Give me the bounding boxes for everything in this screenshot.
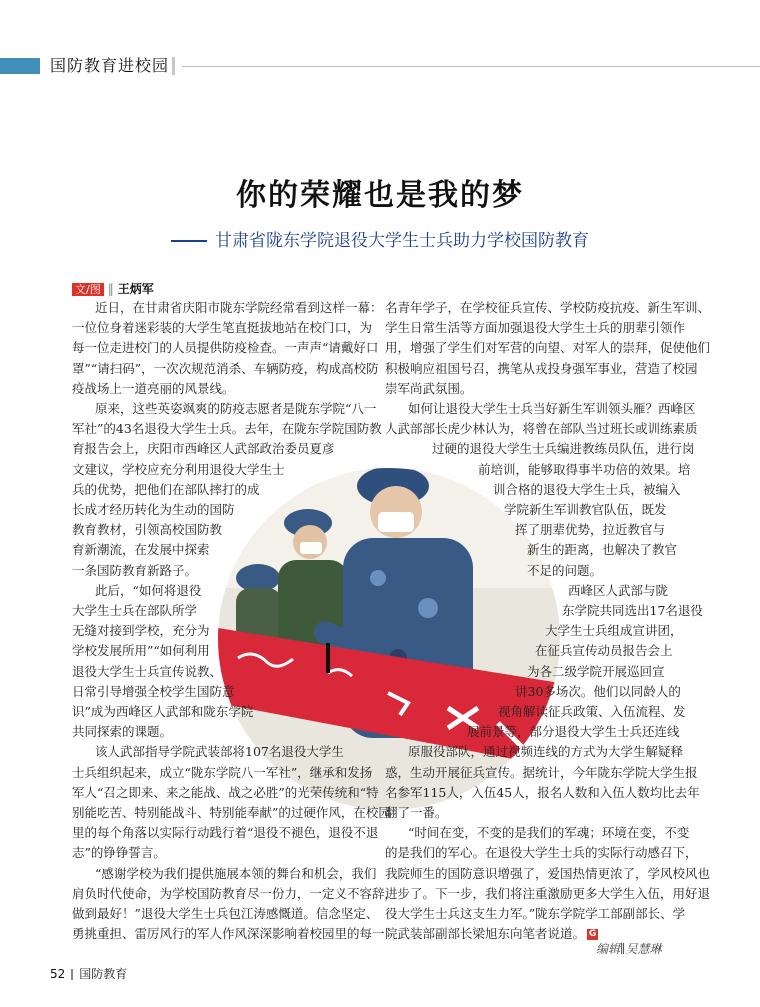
left-line: 肩负时代使命，为学校国防教育尽一份力，一定义不容辞， bbox=[72, 885, 398, 901]
left-line: 此后，“如何将退役 bbox=[95, 582, 202, 598]
left-line: 一位位身着迷彩装的大学生笔直挺拔地站在校门口，为 bbox=[72, 320, 373, 336]
left-line: 育新潮流，在发展中探索 bbox=[72, 542, 210, 558]
left-line: 识”成为西峰区人武部和陇东学院 bbox=[72, 704, 254, 719]
article-subtitle-wrap bbox=[0, 226, 760, 251]
left-line: 学校发展所用”“如何利用 bbox=[72, 643, 210, 659]
magazine-name: 国防教育 bbox=[79, 967, 128, 981]
left-line: 疫战场上一道亮丽的风景线。 bbox=[72, 380, 235, 396]
right-line: 视角解读征兵政策、入伍流程、发 bbox=[498, 704, 686, 719]
right-line: 展前景等，部分退役大学生士兵还连线 bbox=[467, 724, 680, 740]
byline-separator: ‖ bbox=[107, 282, 114, 296]
right-line: 我院师生的国防意识增强了，爱国热情更浓了，学风校风也 bbox=[385, 865, 711, 881]
right-line: 如何让退役大学生士兵当好新生军训领头雁？西峰区 bbox=[408, 401, 696, 416]
right-line: 为各二级学院开展巡回宣 bbox=[527, 663, 665, 679]
left-line: 共同探索的课题。 bbox=[72, 724, 173, 740]
left-line: 做到最好！”退役大学生士兵包江涛感慨道。信念坚定、 bbox=[72, 906, 379, 921]
right-line: 进步了。下一步，我们将注重激励更多大学生入伍，用好退 bbox=[385, 885, 711, 901]
byline-author: 王炳军 bbox=[117, 282, 154, 296]
subtitle-dash bbox=[171, 240, 207, 242]
left-line: 无缝对接到学校，充分为 bbox=[72, 623, 210, 639]
left-line: 文建议，学校应充分利用退役大学生士 bbox=[72, 461, 285, 477]
left-line: 一条国防教育新路子。 bbox=[72, 562, 198, 578]
left-line: 志”的铮铮誓言。 bbox=[72, 845, 166, 861]
byline-tag: 文/图 bbox=[72, 283, 104, 296]
right-line: 学院新生军训教官队伍，既发 bbox=[504, 502, 667, 517]
editor-credit: 编辑∥吴慧琳 bbox=[596, 942, 662, 956]
left-line: 教育教材，引领高校国防教 bbox=[72, 522, 223, 538]
right-line: 惑，生动开展征兵宣传。据统计，今年陇东学院大学生报 bbox=[385, 764, 698, 780]
right-line: 名青年学子，在学校征兵宣传、学校防疫抗疫、新生军训、 bbox=[385, 300, 711, 315]
page-number: 52 bbox=[50, 967, 66, 981]
left-line: 罩”“请扫码”，一次次规范消杀、车辆防疫，构成高校防 bbox=[72, 360, 379, 376]
right-line: 学生日常生活等方面加强退役大学生士兵的朋辈引领作 bbox=[385, 320, 686, 336]
right-line: 院武装部副部长梁旭东向笔者说道。 G bbox=[385, 926, 597, 942]
right-line: “时间在变，不变的是我们的军魂；环境在变，不变 bbox=[408, 825, 690, 841]
right-line: 大学生士兵组成宣讲团， bbox=[545, 623, 683, 639]
left-line: 兵的优势，把他们在部队摔打的成 bbox=[72, 481, 260, 497]
right-line: 役大学生士兵这支生力军。”陇东学院学工部副部长、学 bbox=[385, 906, 686, 921]
header-rule bbox=[182, 66, 760, 67]
left-line: 原来，这些英姿飒爽的防疫志愿者是陇东学院“八一 bbox=[95, 401, 377, 416]
left-line: 勇挑重担、雷厉风行的军人作风深深影响着校园里的每一 bbox=[72, 926, 385, 942]
left-line: 军人“召之即来、来之能战、战之必胜”的光荣传统和“特 bbox=[72, 784, 379, 800]
article-end-mark: G bbox=[588, 929, 597, 940]
section-title: 国防教育进校园 bbox=[50, 56, 170, 75]
right-line: 原服役部队，通过视频连线的方式为大学生解疑释 bbox=[408, 744, 684, 760]
right-line: 在征兵宣传动员报告会上 bbox=[535, 643, 673, 659]
footer-separator bbox=[71, 969, 73, 980]
right-line: 人武部部长虎少林认为，将曾在部队当过班长或训练素质 bbox=[385, 421, 698, 437]
left-line: 该人武部指导学院武装部将107名退役大学生 bbox=[95, 744, 344, 760]
right-line: 讲30多场次。他们以同龄人的 bbox=[515, 683, 681, 699]
left-line: 里的每个角落以实际行动践行着“退役不褪色，退役不退 bbox=[72, 825, 379, 841]
right-line: 过硬的退役大学生士兵编进教练员队伍，进行岗 bbox=[432, 441, 695, 457]
page-footer bbox=[50, 965, 127, 982]
left-line: 长成才经历转化为生动的国防 bbox=[72, 502, 235, 517]
article-title: 你的荣耀也是我的梦 bbox=[236, 178, 524, 213]
right-line: 新生的距离，也解决了教官 bbox=[527, 542, 678, 558]
right-line: 训合格的退役大学生士兵，被编入 bbox=[493, 481, 681, 497]
right-line: 不足的问题。 bbox=[527, 562, 603, 578]
section-divider bbox=[172, 57, 175, 75]
right-line: 用，增强了学生们对军营的向望、对军人的崇拜，促使他们 bbox=[385, 340, 711, 356]
right-line: 翻了一番。 bbox=[385, 805, 448, 820]
right-line: 东学院共同选出17名退役 bbox=[562, 603, 703, 618]
right-line: 名参军115人，入伍45人，报名人数和入伍人数均比去年 bbox=[385, 784, 700, 800]
left-line: 别能吃苦、特别能战斗、特别能奉献”的过硬作风，在校园 bbox=[72, 805, 391, 820]
right-line: 西峰区人武部与陇 bbox=[568, 582, 669, 598]
right-line: 的是我们的军心。在退役大学生士兵的实际行动感召下， bbox=[385, 845, 698, 861]
right-line: 积极响应祖国号召，携笔从戎投身强军事业，营造了校园 bbox=[385, 360, 698, 376]
section-accent-bar bbox=[0, 58, 40, 74]
left-line: 育报告会上，庆阳市西峰区人武部政治委员夏彦 bbox=[72, 441, 335, 457]
right-line: 前培训，能够取得事半功倍的效果。培 bbox=[478, 461, 691, 477]
byline bbox=[72, 280, 154, 297]
right-line: 崇军尚武氛围。 bbox=[385, 380, 473, 396]
left-line: 近日，在甘肃省庆阳市陇东学院经常看到这样一幕： bbox=[95, 300, 383, 315]
left-line: “感谢学校为我们提供施展本领的舞台和机会，我们 bbox=[95, 865, 377, 881]
left-line: 大学生士兵在部队所学 bbox=[72, 603, 198, 618]
left-line: 退役大学生士兵宣传说教、 bbox=[72, 663, 223, 679]
left-line: 士兵组织起来，成立“陇东学院八一军社”，继承和发扬 bbox=[72, 764, 373, 780]
left-line: 军社”的43名退役大学生士兵。去年，在陇东学院国防教 bbox=[72, 421, 382, 437]
left-line: 每一位走进校门的人员提供防疫检查。一声声“请戴好口 bbox=[72, 340, 379, 356]
right-line: 挥了朋辈优势，拉近教官与 bbox=[515, 522, 666, 538]
left-line: 日常引导增强全校学生国防意 bbox=[72, 683, 235, 699]
article-subtitle: 甘肃省陇东学院退役大学生士兵助力学校国防教育 bbox=[215, 231, 589, 251]
